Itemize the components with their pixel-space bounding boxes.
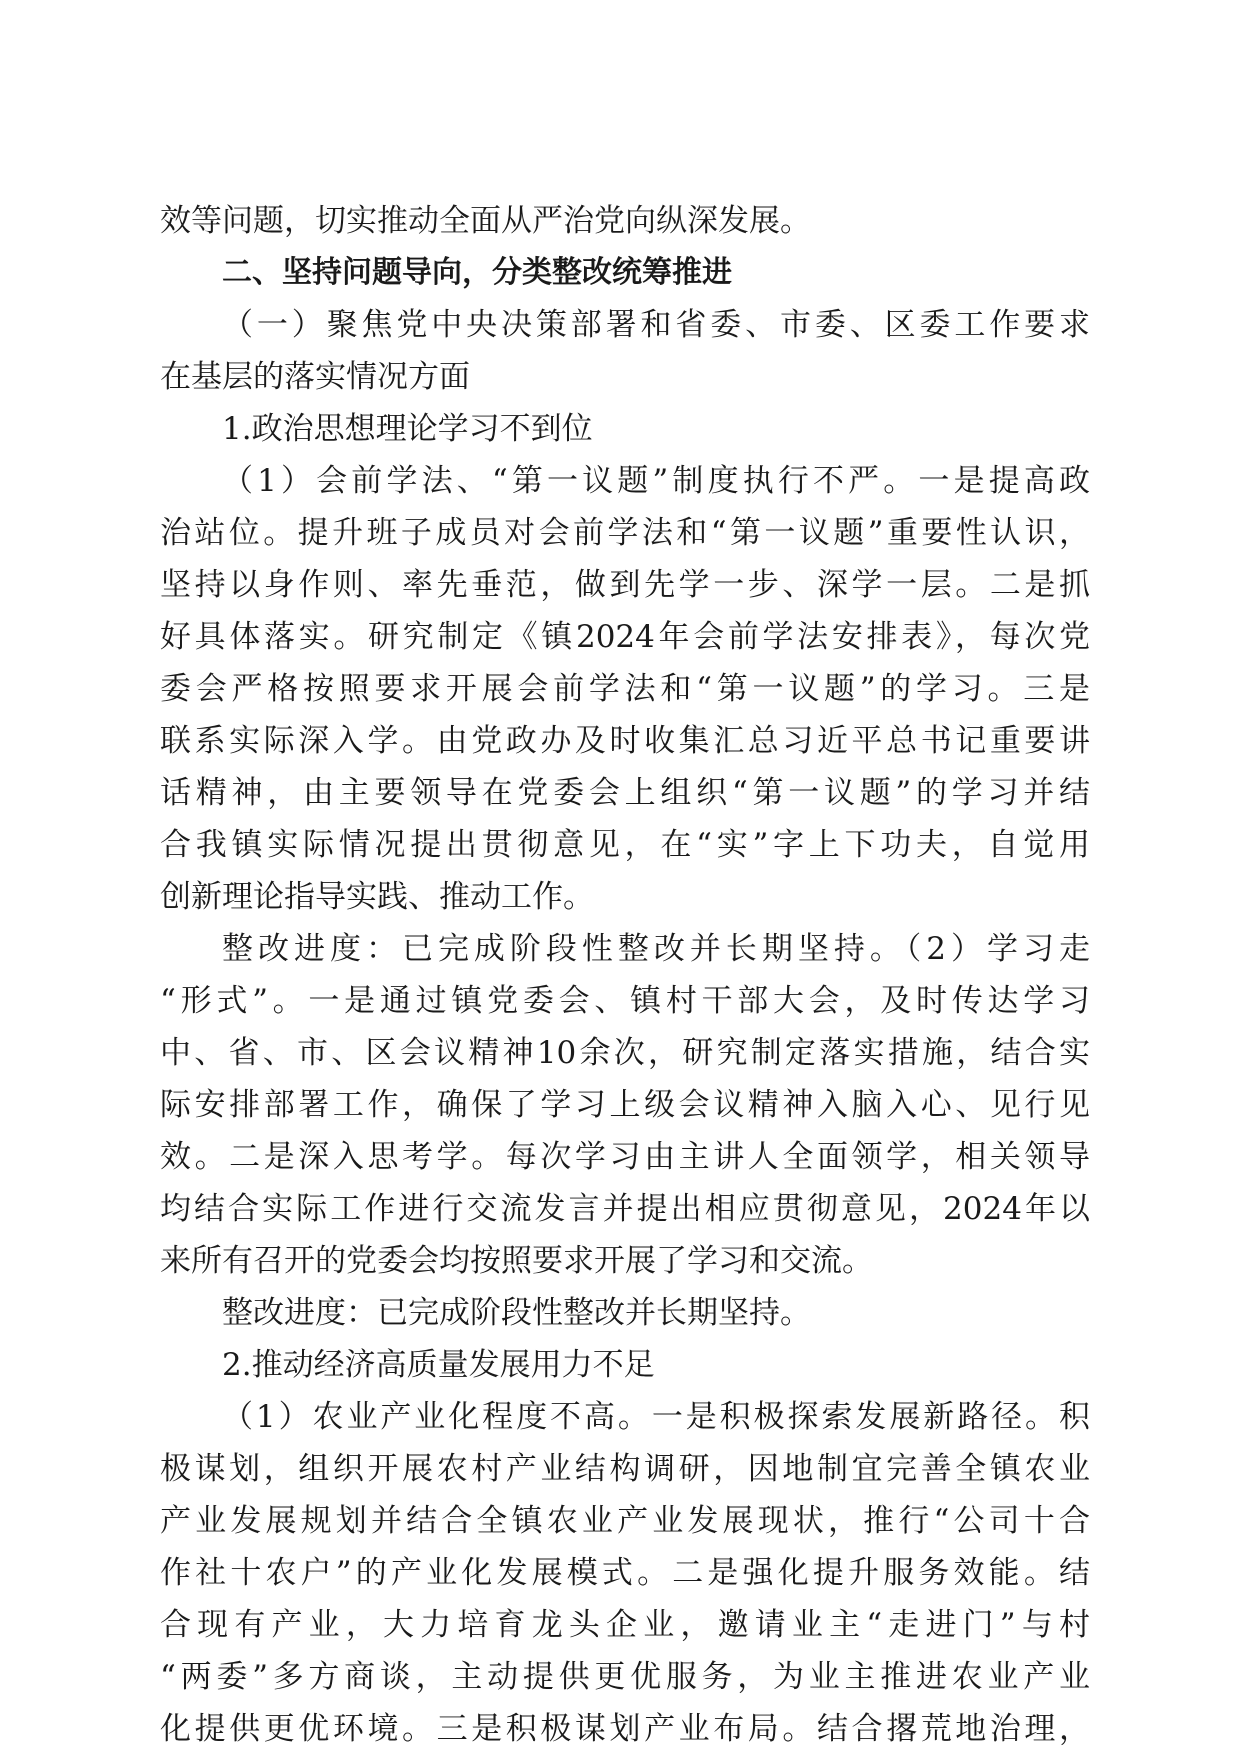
body-line: 作社十农户”的产业化发展模式。二是强化提升服务效能。结 <box>160 1555 1090 1591</box>
item-heading: 1.政治思想理论学习不到位 <box>222 411 593 447</box>
section-heading: 二、坚持问题导向，分类整改统筹推进 <box>222 255 732 290</box>
body-line: 委会严格按照要求开展会前学法和“第一议题”的学习。三是 <box>160 671 1090 707</box>
progress-line: 整改进度：已完成阶段性整改并长期坚持。 <box>222 1295 811 1331</box>
progress-line: 整改进度：已完成阶段性整改并长期坚持。（2）学习走 <box>222 931 1090 967</box>
body-line: 极谋划，组织开展农村产业结构调研，因地制宜完善全镇农业 <box>160 1451 1090 1487</box>
body-line: 中、省、市、区会议精神10余次，研究制定落实措施，结合实 <box>160 1035 1090 1071</box>
subsection-heading: （一）聚焦党中央决策部署和省委、市委、区委工作要求 <box>222 307 1090 343</box>
body-line: “两委”多方商谈，主动提供更优服务，为业主推进农业产业 <box>160 1659 1090 1695</box>
body-line: 联系实际深入学。由党政办及时收集汇总习近平总书记重要讲 <box>160 723 1090 759</box>
body-line: 合现有产业，大力培育龙头企业，邀请业主“走进门”与村 <box>160 1607 1090 1643</box>
item-heading: 2.推动经济高质量发展用力不足 <box>222 1347 655 1383</box>
body-line: “形式”。一是通过镇党委会、镇村干部大会，及时传达学习 <box>160 983 1090 1019</box>
body-line: （1）农业产业化程度不高。一是积极探索发展新路径。积 <box>222 1399 1090 1435</box>
body-line: 化提供更优环境。三是积极谋划产业布局。结合撂荒地治理， <box>160 1711 1090 1747</box>
body-line: 治站位。提升班子成员对会前学法和“第一议题”重要性认识， <box>160 515 1090 551</box>
body-line: 话精神，由主要领导在党委会上组织“第一议题”的学习并结 <box>160 775 1090 811</box>
body-line: 产业发展规划并结合全镇农业产业发展现状，推行“公司十合 <box>160 1503 1090 1539</box>
body-line: 来所有召开的党委会均按照要求开展了学习和交流。 <box>160 1243 873 1279</box>
subsection-heading-continued: 在基层的落实情况方面 <box>160 359 470 395</box>
body-line: 效。二是深入思考学。每次学习由主讲人全面领学，相关领导 <box>160 1139 1090 1175</box>
body-line: 坚持以身作则、率先垂范，做到先学一步、深学一层。二是抓 <box>160 567 1090 603</box>
body-line: 好具体落实。研究制定《镇2024年会前学法安排表》，每次党 <box>160 619 1090 655</box>
body-line: 均结合实际工作进行交流发言并提出相应贯彻意见，2024年以 <box>160 1191 1090 1227</box>
body-line: 创新理论指导实践、推动工作。 <box>160 879 594 915</box>
body-line: 合我镇实际情况提出贯彻意见，在“实”字上下功夫，自觉用 <box>160 827 1090 863</box>
body-line: 效等问题，切实推动全面从严治党向纵深发展。 <box>160 203 811 239</box>
body-line: 际安排部署工作，确保了学习上级会议精神入脑入心、见行见 <box>160 1087 1090 1123</box>
body-line: （1）会前学法、“第一议题”制度执行不严。一是提高政 <box>222 463 1090 499</box>
